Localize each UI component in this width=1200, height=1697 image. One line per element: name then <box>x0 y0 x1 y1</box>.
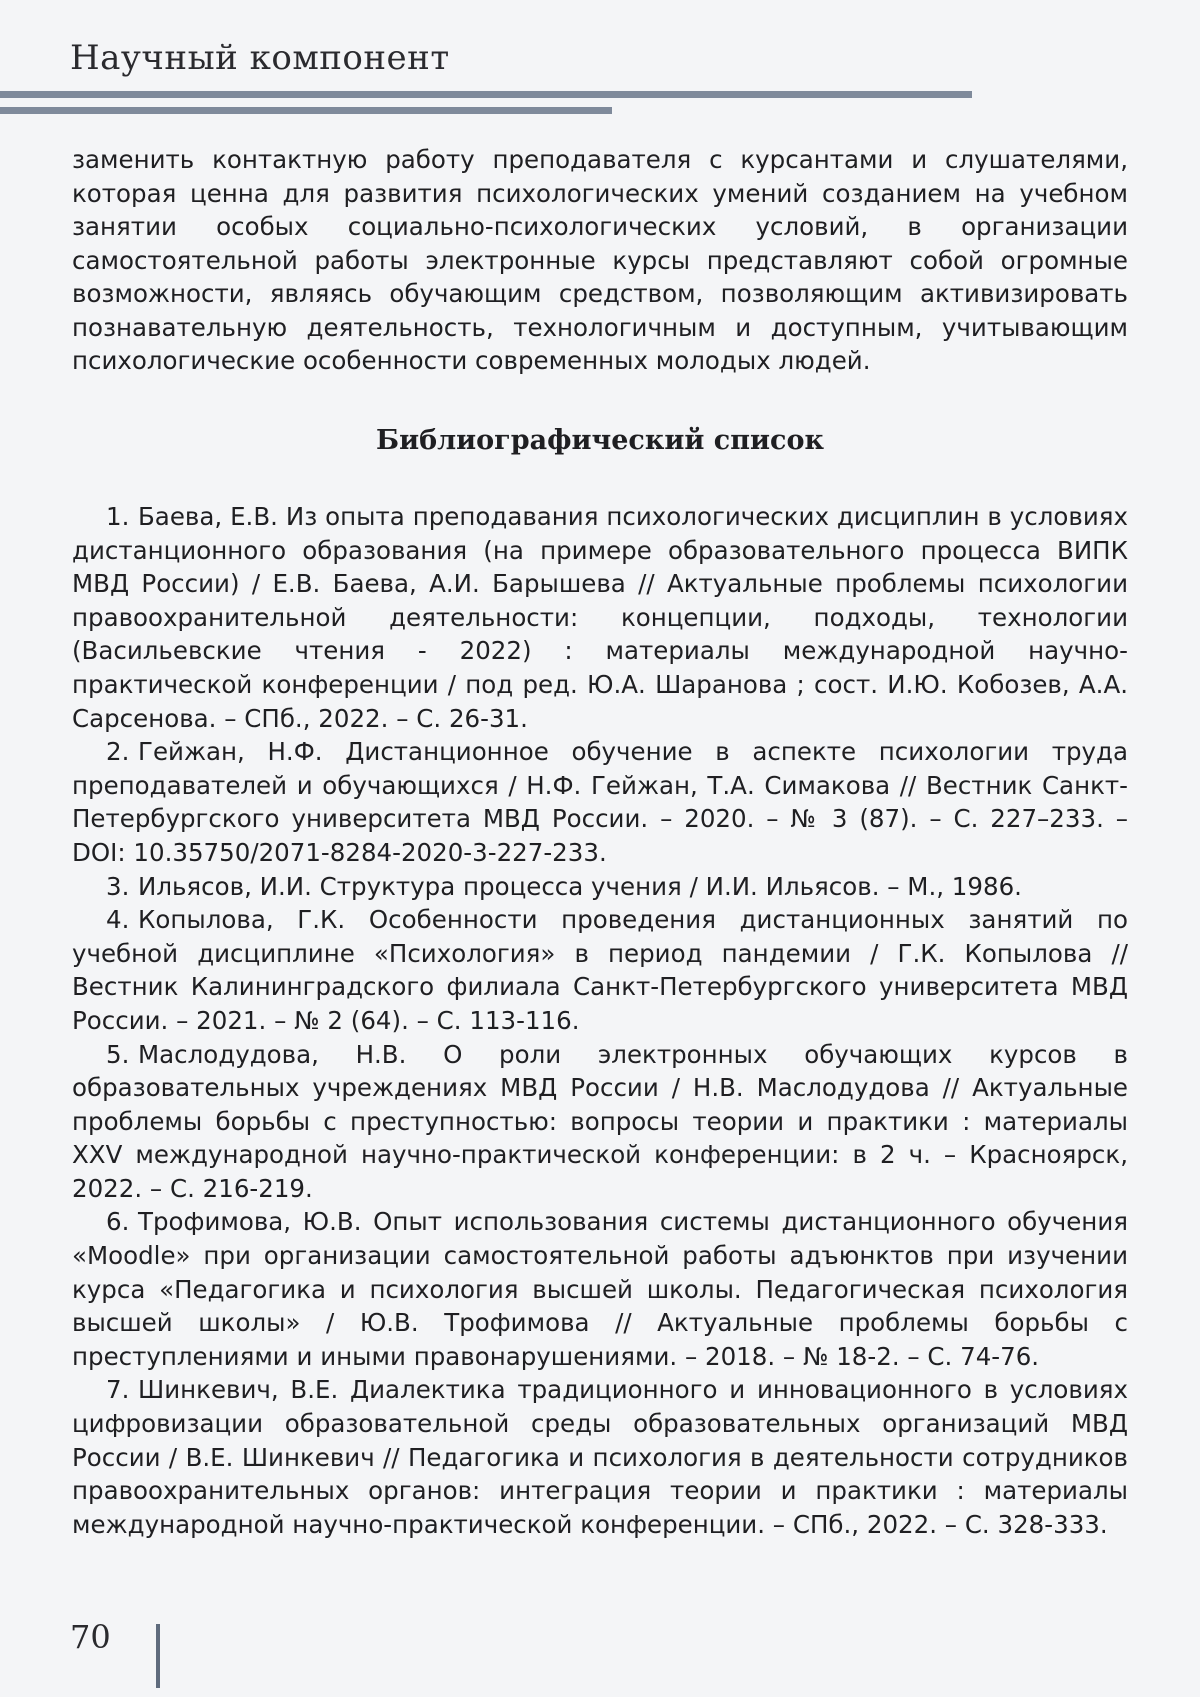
bibliography-item <box>72 903 1128 1037</box>
item-number: 5. <box>106 1039 130 1069</box>
bibliography-item <box>72 500 1128 735</box>
bibliography-list <box>72 500 1128 1541</box>
item-number: 3. <box>106 871 130 901</box>
item-number: 4. <box>106 905 130 935</box>
bibliography-item <box>72 735 1128 869</box>
bibliography-item <box>72 870 1128 904</box>
header-rule-long <box>0 91 972 98</box>
page-number-divider <box>156 1624 160 1688</box>
item-text: Трофимова, Ю.В. Опыт использования системы дистанционного обучения «Moodle» при организации самостоятельной работы адъюнктов при изучении курса «Педагогика и психология высшей школы. Педагогическая психология высшей школы» / Ю.В. Трофимова // Актуальные проблемы борьбы с преступлениями и иными правонарушениями. – 2018. – № 18-2. – С. 74-76. <box>72 1207 1128 1371</box>
section-title: Научный компонент <box>70 38 450 78</box>
item-number: 1. <box>106 502 130 531</box>
bibliography-item <box>72 1373 1128 1541</box>
bibliography-item <box>72 1205 1128 1373</box>
body-text <box>72 143 1128 378</box>
item-text: Баева, Е.В. Из опыта преподавания психологических дисциплин в условиях дистанционного образования (на примере образовательного процесса ВИПК МВД России) / Е.В. Баева, А.И. Барышева // Актуальные проблемы психологии правоохранительной деятельности: концепции, подходы, технологии (Васильевские чтения - 2022) : материалы международной научно-практической конференции / под ред. Ю.А. Шаранова ; сост. И.Ю. Кобозев, А.А. Сарсенова. – СПб., 2022. – С. 26-31. <box>72 502 1128 733</box>
item-text: Маслодудова, Н.В. О роли электронных обучающих курсов в образовательных учреждениях МВД России / Н.В. Маслодудова // Актуальные проблемы борьбы с преступностью: вопросы теории и практики : материалы XXV международной научно-практической конференции: в 2 ч. – Красноярск, 2022. – С. 216-219. <box>72 1039 1128 1203</box>
header-rule-short <box>0 107 612 114</box>
item-text: Копылова, Г.К. Особенности проведения дистанционных занятий по учебной дисциплине «Психология» в период пандемии / Г.К. Копылова // Вестник Калининградского филиала Санкт-Петербургского университета МВД России. – 2021. – № 2 (64). – С. 113-116. <box>72 905 1128 1035</box>
page-number: 70 <box>70 1618 111 1656</box>
item-text: Шинкевич, В.Е. Диалектика традиционного и инновационного в условиях цифровизации образовательной среды образовательных организаций МВД России / В.Е. Шинкевич // Педагогика и психология в деятельности сотрудников правоохранительных органов: интеграция теории и практики : материалы международной научно-практической конференции. – СПб., 2022. – С. 328-333. <box>72 1375 1128 1539</box>
item-text: Ильясов, И.И. Структура процесса учения / И.И. Ильясов. – М., 1986. <box>138 871 1022 901</box>
item-text: Гейжан, Н.Ф. Дистанционное обучение в аспекте психологии труда преподавателей и обучающихся / Н.Ф. Гейжан, Т.А. Симакова // Вестник Санкт-Петербургского университета МВД России. – 2020. – № 3 (87). – С. 227–233. – DOI: 10.35750/2071-8284-2020-3-227-233. <box>72 737 1128 867</box>
item-number: 7. <box>106 1375 130 1405</box>
bibliography-title: Библиографический список <box>376 425 824 456</box>
item-number: 2. <box>106 737 130 767</box>
body-paragraph: заменить контактную работу преподавателя с курсантами и слушателями, которая ценна для развития психологических умений созданием на учебном занятии особых социально-психологических условий, в организации самостоятельной работы электронные курсы представляют собой огромные возможности, являясь обучающим средством, позволяющим активизировать познавательную деятельность, технологичным и доступным, учитывающим психологические особенности современных молодых людей. <box>72 145 1128 375</box>
bibliography-item <box>72 1038 1128 1206</box>
item-number: 6. <box>106 1207 130 1237</box>
